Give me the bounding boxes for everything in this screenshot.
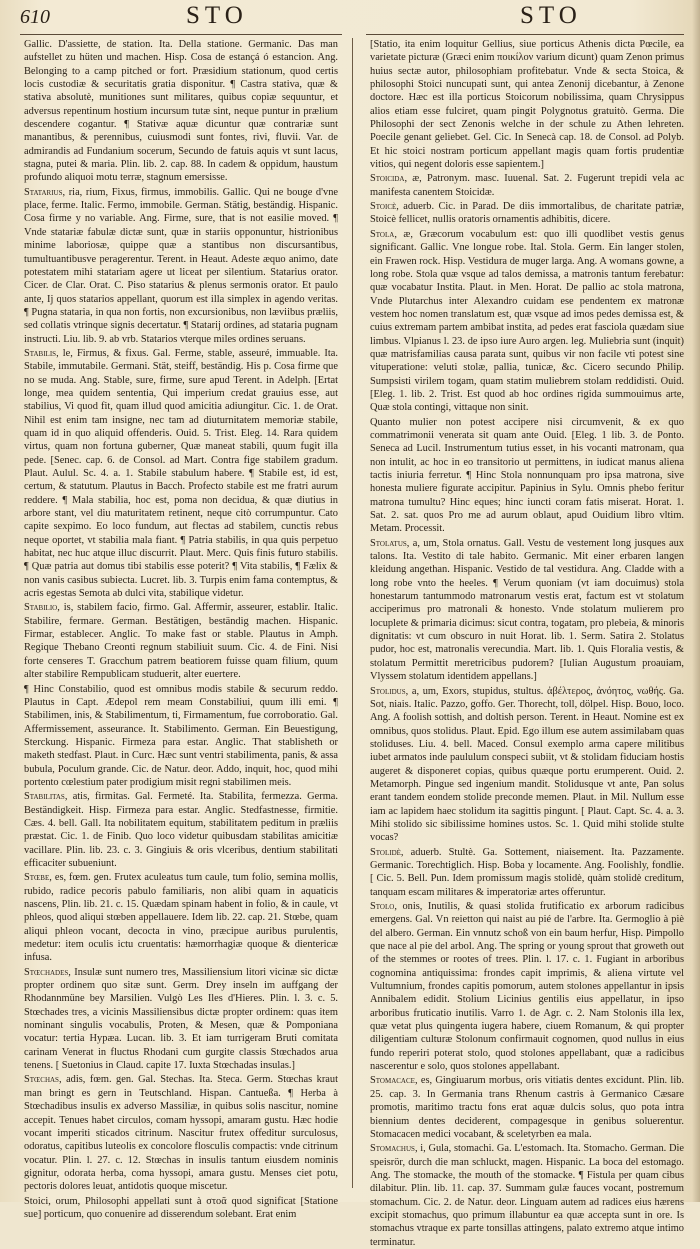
entry-text: onis, Inutilis, & quasi stolida frutificatio ex arborum radicibus emergens. Gal. Vn reietton qui naist au pié de l'arbre. Ita. Germoglio à piè del albero. German. Ein vnnutz schoß von ein baum herfur, Hisp. Pimpollo que nace al pie del arbol. Ang. The spring or young sprout that groweth out of the stemmes or rootes of trees. Plin. l. 17. c. 1. Fugiant in arboribus cognomina antiquissima: frondes capit imprimis, & aliena virtute vel Vultumnium, frondes capitis pomorum, autem stolones appellantur in ipsis Annibalem edidit. Stolium Licinius gentilis eius appellatur, in ipso arboribus fruticatio inutilis. Varro 1. de Agr. c. 2. Nam Stolonis illa lex, quæ vetat plus quingenta iugera habere, ciuem Romanum, & qui propter diligentiam culturæ Stolonum confirmauit cognomen, quod nullus in eius fundo reperiri poterat stolo, quod stolones appellabant, quæ a radicibus nascerentur e solo, quos stolones appellabant. [370,901,684,1073]
entry-headword: Stœchas [24,1074,59,1086]
entry-text: Quanto mulier non potest accipere nisi circumvenit, & ex quo commatrimonii venerata sit quam ante Ouid. [Eleg. 1 lib. 3. de Ponto. Seneca ad Lucil. Instrumentum tutius esset, in his vocanti matronam, qua non intulit, ac hoc in eo transitorio ut permittens, in iudicat manus aliena tactis iniuria ferretur. ¶ Hinc Stola nonnunquam pro ipsa matrona, sive honesta muliere figurate accipitur. Papinius in Sylu. Omnis phebo feritur matrona tumultu? Hinc eques; hinc iuncti coram fatis miserat. Horat. 1. Sat. 2. sat. quos Pro me ad aurum oblaut, apud Ouidium libro vltim. Metam. Processit. [370,416,684,535]
entry-text: es, Gingiuarum morbus, oris vitiatis dentes excidunt. Plin. lib. 25. cap. 3. In Germania trans Rhenum castris à Germanico Cæsare promotis, maritimo tractu fons erat aquæ dulcis solus, quo pota intra biennium dentes deciderent, compagesque in genibus soluerentur. Stomacacen medici vocabant, & sceletyrben ea mala. [370,1075,684,1140]
entry-headword: Stœbe [24,872,50,884]
entry-text: le, Firmus, & fixus. Gal. Ferme, stable, asseuré, immuable. Ita. Stabile, immutabile. Germani. Stät, steiff, beständig. His p. Cosa firme que no se muda. Ang. Stable, sure, firme, sure apud Terent. in Adelph. [Ertat longe, mea quidem sententia, Qui imperium credat grauius esse, aut stabilius, Vi quod fit, quam illud quod amicitia adiungitur. Cic. 1. de Orat. Nihil est enim tam insigne, nec tam ad diuturnitatem memoriæ stabile, quam id in quo aliquid offenderis. Ouid. 5. Trist. Eleg. 14. Rara quidem virtus, quam non fortuna guberner, Quæ maneat stabili, quum fugit illa pede. [Senec. cap. 6. de Consol. ad Mart. Contra fige stabilem gradum. Plaut. Aulul. Sc. 4. a. 1. Stabile stabulum habere. ¶ Stabile est, id est, certum, & statutum. Plautus in Bacch. Profecto stabile est me fratri aurum reddere. ¶ Mala stabilia, hoc est, poma non decidua, & quæ diutius in arbore stant, vel diu maturitatem retinent, neque citò corrumpuntur. Cato capite sexpimo. Eo loco fundum, aut flectas ad stabilem, cunctis rebus neque oportet, vt stabilia mala fiant. ¶ Patria stabilis, in qua quis perpetuo habitat, nec huc atque illuc discurrit. Plaut. Merc. Quis finis futuro stabilis. ¶ Quæ patria aut domus tibi stabilis esse poterit? ¶ Vita stabilis, ¶ Fælix & non vanis casibus subiecta. Lucret. lib. 3. Turpis enim fama contemptus, & acris egestas Semota ab dulci vita, stabilique videtur. [24,347,338,600]
entry-headword: Stolatus [370,537,407,549]
dictionary-entry [24,1195,338,1222]
right-column [370,38,685,1248]
dictionary-entry [370,38,684,171]
entry-headword: Stœchades [24,966,69,978]
entry-headword: Stabilitas [24,791,65,803]
dictionary-entry: Stoicè, aduerb. Cic. in Parad. De diis immortalibus, de charitate patriæ, Stoicè fellicet, nullis oratoris ornamentis adhibitis, dicere. [370,201,685,226]
entry-headword: Statarius [24,186,63,198]
dictionary-entry: Stoicida, æ, Patronym. masc. Iuuenal. Sat. 2. Fugerunt trepidi vela ac manifesta canentem Stoicidæ. [370,173,685,198]
dictionary-entry: Stabilitas, atis, firmitas. Gal. Fermeté. Ita. Stabilita, fermezza. Germa. Beständigkeit. Hisp. Firmeza para estar. Anglic. Stedfastnesse, firmitie. Cæs. 4. bell. Gall. Ita nobilitatem equitum, stabilitatem peditum in præliis præstat. Cic. 1. de Finib. Quo loco videtur quibusdam stabilitas amicitiæ vacillare. Plin. lib. 23. c. 3. Gingiuis & oris vlceribus, dentium stabilitati efficaciter subueniunt. [24,791,338,869]
entry-text: Insulæ sunt numero tres, Massiliensium litori vicinæ sic dictæ propter ordinem quo sitæ sunt. Germ. Drey inseln im auffgang der Rhodannmüne bey Marsilien. Vulgò Les Iles d'Hieres. Plin. l. 3. c. 5. Stœchades tres, a vicinis Massiliensibus dictæ propter ordinem: quas item nominant singulis vocabulis, Proten, & Mesen, quæ & Pomponiana vocatur: tertia Hypæa. Lucan. lib. 3. Et iam turrigeram Bruti comitata carinam Venerat in fluctus Rhodani cum gurgite classis Stœchados arua tenens. [ Suetonius in Claud. capite 17. Iuxta Stœchadas insulas.] [24,966,338,1072]
dictionary-entry: Stolidus, a, um, Exors, stupidus, stultus. ἀβέλτερος, ἀνόητος, νωθής. Ga. Sot, niais. Italic. Pazzo, goffo. Ger. Thorecht, toll, dölpel. Hisp. Bouo, loco. Ang. A foolish sottish, and doltish person. Terent. in Heaut. Nomine est ex omnibus, quos stolidus. Plaut. Epid. Ego illum ese autem assimilabam quas stoliduses. Liu. 4. bell. Maced. Consul exemplo arma capere militibus iubet armatos inde paululum conspeci subiit, vt & stolidam fiduciam hostis augeret & disponeret copias, quibus quæque portu erumperent. Ouid. 2. Metamorph. Pingue sed ingenium mandit. Stolidusque vt ante, Pan solus erant tandem eondem stolide preconde memen. Plaut. in Mil. Nullum esse iam ac lapidem haec stolidum ita sagittis pingunt. [ Plaut. Capt. Sc. 4. a. 3. Mihi stolido sic sibilissime homines ustos. Sc. 1. Quid mihi stolide stulte vocas? [370,685,684,844]
dictionary-entry: Stomacace, es, Gingiuarum morbus, oris vitiatis dentes excidunt. Plin. lib. 25. cap. 3. In Germania trans Rhenum castris à Germanico Cæsare promotis, maritimo tractu fons erat aquæ dulcis solus, quo pota intra biennium dentes deciderent, compagesque in genibus soluerentur. Stomacacen medici vocabant, & sceletyrben ea mala. [370,1075,684,1140]
dictionary-entry: Statarius, ria, rium, Fixus, firmus, immobilis. Gallic. Qui ne bouge d'vne place, ferme. Italic. Fermo, immobile. German. Stätig, beständig. Hispanic. Cosa firme y no variable. Ang. Firme, sure, that is not easilie moved. ¶ Vnde statariæ fabulæ dictæ sunt, quæ in stariis opponuntur, histrionibus minime laboriosæ, quippe quæ a stantibus non discursantibus, tumultuantibusve peragerentur. Terent. in Heaut. Adeste æquo animo, date potestatem mihi statariam agere ut liceat per silentium. Statarius orator. Cicer. de Clar. Orat. C. Piso statarius & plenus sermonis orator. Et paulo ante, Ij quos statarios appellant, quorum est illa simplex in agendo veritas. ¶ Pugna stataria, in qua non fortis, non excursionibus, non læviibus præliis, sed collatis vtrinque signis decertatur. ¶ Statarij ordines, ad stataria pugnam instructi. Liu. lib. 9. ab vrb. Statarios vterque miles ordines seruans. [24,186,338,345]
header-rule-left [20,34,342,35]
page-edge-shadow [692,0,700,1202]
entry-text: æ, Patronym. masc. Iuuenal. Sat. 2. Fugerunt trepidi vela ac manifesta canentem Stoicidæ. [370,173,685,198]
entry-text: adis, fœm. gen. Gal. Stechas. Ita. Steca. Germ. Stœchas kraut man bringt es gern in Teutschland. Hispan. Cantueßa. ¶ Herba à Stœchadibus insulis ex adverso Massiliæ, in quibus solis nascitur, nomine accepit. Tenues habet circulos, comam hyssopi, amaram gustu. Hæc hodie vocant imperiti sticados citrinum. Nascitur frutex offeditur surculosus, odoratus, capitibus luteolis ex concolore flosculis compactis: vnde citrinum vocatur. Plin. l. 27. c. 12. Stœchas in insulis tantum eiusdem nominis gignitur, odorata herba, coma hyssopi, amara gustu. Menses ciet potu, pectoris dolores leuat, antidotis quoque miscetur. [24,1074,338,1193]
entry-headword: Stabilio [24,602,58,614]
entry-text: Gallic. D'assiette, de station. Ita. Della statione. Germanic. Das man aufstellet zu hüten und machen. Hisp. Cosa de estançá ó estancion. Ang. Belonging to a camp pitched or fort. Præsidium stationum, quod certis locis custodiæ & securitatis gratia disponitur. ¶ Castra stativa, quæ & stativa absolutè, munitiones sunt militares, quibus copiæ sequuntur, et adversus repentinum hostium incursum tutæ sint, neque puntur in prælium descendere cogantur. ¶ Stativæ aquæ dicuntur quæ contrariæ sunt manantibus, & perennibus, cuiusmodi sunt fontes, rivi, fluvii. Var. de admirandis ad Fundanium socerum, Secundo de fatuis aquis vt sunt lacus, stagna, putei & maria. Plin. lib. 2. cap. 88. In cadem & oppidum, haustum profundo aliquoi motu terræ, stagnum emersisse. [24,39,338,184]
entry-headword: Stoicè [370,201,397,213]
dictionary-entry: Stœchas, adis, fœm. gen. Gal. Stechas. Ita. Steca. Germ. Stœchas kraut man bringt es gern in Teutschland. Hispan. Cantueßa. ¶ Herba à Stœchadibus insulis ex adverso Massiliæ, in quibus solis nascitur, nomine accepit. Tenues habet circulos, comam hyssopi, amaram gustu. Hæc hodie vocant imperiti sticados citrinum. Nascitur frutex offeditur surculosus, odoratus, capitibus luteolis ex concolore flosculis compactis: vnde citrinum vocatur. Plin. l. 27. c. 12. Stœchas in insulis tantum eiusdem nominis gignitur, odorata herba, coma hyssopi, amara gustu. Menses ciet potu, pectoris dolores leuat, antidotis quoque miscetur. [24,1074,338,1193]
entry-text: [Statio, ita enim loquitur Gellius, siue porticus Athenis dicta Pœcile, ea varietate picturæ (Græci enim ποικίλον varium dicunt) quam Zenon primus huius sectæ autor, philosophiam profitebatur. Vnde & secta Stoica, & philosophi Stoici nuncupati sunt, qui antea Zenonij dicebantur, à Zenone doctore. Hæc est illa porticus Stoicorum nobilissima, quam Chrysippus alios etiam esse fulciret, quam pingit Polygnotus gratuitò. Germa. Die Philosophi der sect Zenonis welche in der schule zu Athen lehreten. Poecile genant geliebet. Gel. Cic. In Senecà cap. 18. de Consol. ad Polyb. Et hic stoici nostram porticum appellant magis quam fortis prudentiæ vitios, qui negent doloris esse sapientem.] [370,39,684,171]
entry-text: aduerb. Cic. in Parad. De diis immortalibus, de charitate patriæ, Stoicè fellicet, nullis oratoris ornamentis adhibitis, dicere. [370,201,685,226]
entry-headword: Stolidus [370,685,406,697]
dictionary-entry: Stabilio, is, stabilem facio, firmo. Gal. Affermir, asseurer, establir. Italic. Stabilire, fermare. German. Bestätigen, beständig machen. Hispanic. Firmar, establecer. Anglic. To make fast or stable. Plautus in Amph. Regique Thebano Creonti regnum stabiliuit suum. Cic. 4. de Fini. Nisi forte censeres T. Gracchum patrem beatiorem fuisse quam filium, quum alter stabilire Rempublicam studuerit, alter euertere. [24,602,338,681]
entry-text: a, um, Stola ornatus. Gall. Vestu de vestement long jusques aux talons. Ita. Vestito di tale habito. Germanic. Mit einer erbaren langen kleidung angethan. Hispanic. Vestido de tal vestidura. Ang. Cladde with a long robe vnto the heeles. ¶ Verum quoniam (vt iam docuimus) stola honestarum tantummodo matronarum vestis erat, factum est vt stolatum acciperimus pro matronali & honesto. Vnde stolatum mulierem pro locuplete & primaria dicimus: sicut contra, togatam, pro plebeia, & minoris dignitatis: vt cum obscuro in nuit Horat. lib. 1. Serm. Satira 2. Stolatus pudor, hoc est, matronalis verecundia. Mart. lib. 1. Quis Floralia vestis, & stolatum Permittit meretricibus pudorem? [Iulian Augustum proauiam, Vlyssem stolatum identidem appellans.] [370,537,684,683]
entry-text: i, Gula, stomachi. Ga. L'estomach. Ita. Stomacho. German. Die speisrör, durch die man schluckt, magen. Hispanic. La boca del estomago. Ang. The stomacke, the mouth of the stomacke. ¶ Fistula per quam cibus dilabitur. Plin. lib. 11. cap. 37. Summam gulæ fauces vocant, postremum stomachum. Cic. 2. de Natur. deor. Linguam autem ad radices eius hærens excipit stomachus, quo primum illabuntur ea quæ accepta sunt in ore. Is stomachus vtraque ex parte tonsillas attingens, palato extremo atque intimo terminatur. [370,1143,684,1248]
dictionary-entry: Stolatus, a, um, Stola ornatus. Gall. Vestu de vestement long jusques aux talons. Ita. Vestito di tale habito. Germanic. Mit einer erbaren langen kleidung angethan. Hispanic. Vestido de tal vestidura. Ang. Cladde with a long robe vnto the heeles. ¶ Verum quoniam (vt iam docuimus) stola honestarum tantummodo matronarum vestis erat, factum est vt stolatum acciperimus pro matronali & honesto. Vnde stolatum mulierem pro locuplete & primaria dicimus: sicut contra, togatam, pro plebeia, & minoris dignitatis: vt cum obscuro in nuit Horat. lib. 1. Serm. Satira 2. Stolatus pudor, hoc est, matronalis verecundia. Mart. lib. 1. Quis Floralia vestis, & stolatum Permittit meretricibus pudorem? [Iulian Augustum proauiam, Vlyssem stolatum identidem appellans.] [370,537,684,683]
entry-text: æ, Græcorum vocabulum est: quo illi quodlibet vestis genus significant. Gallic. Vne longue robe. Ital. Stola. Germ. Ein langer stolen, ein Frawen rock. Hisp. Vestidura de muger larga. Ang. A womans gowne, a long robe. Stola quæ vsque ad talos demissa, a matronis tantum ferebatur: quæ vocabatur Instita. Plaut. in Men. Horat. De pallio ac stola matrona, Vnde Plutarchus inter Alexandro cuidam ese pendentem ex matronæ vestem hoc nomen translatum est, quæ vsque ad imos pedes demissa est, & cuius extremam partem ambibat instita, ad pedes erat fasciola quædam siue limbus. Vlpianus l. 23. de ipso iure Auro argen. leg. Muliebria sunt (inquit) quæ matrisfamilias causa parata sunt, quibus vir non facile vti potest sine vituperatione: veluti stolæ, pallia, tunicæ, &c. Cicero secundo Philip. Sumpsisti virilem togam, quam statim muliebrem stolam reddidisti. Ouid. [Eleg. 1. lib. 2. Trist. Est quod ab hoc ordines rigida summouimus arte, Quæ stola contingi, vittaque non sinit. [370,228,685,414]
dictionary-entry [370,416,684,536]
dictionary-entry [24,38,338,185]
dictionary-entry: Stolo, onis, Inutilis, & quasi stolida frutificatio ex arborum radicibus emergens. Gal. Vn reietton qui naist au pié de l'arbre. Ita. Germoglio à piè del albero. German. Ein vnnutz schoß von ein baum herfur, Hisp. Pimpollo que nace al pie del arbol. Ang. The spring or young sprout that groweth out of the stemmes or rootes of trees. Plin. l. 17. c. 1. Fugiant in arboribus cognomina antiquissima: frondes capit imprimis, & aliena virtute vel Vultumnium, frondes capitis pomorum, autem stolones appellantur in ipsis Annibalem edidit. Stolium Licinius gentilis eius appellatur, in ipso arboribus fruticatio inutilis. Varro 1. de Agr. c. 2. Nam Stolonis illa lex, quæ vetat plus quingenta iugera habere, ciuem Romanum, & qui propter diligentiam culturæ Stolonum confirmauit cognomen, quod nullus in eius fundo reperiri poterat stolo, quod stolones appellabant, quæ a radicibus nascerentur e solo, quos stolones appellabant. [370,901,684,1073]
entry-headword: Stomachus [370,1143,415,1155]
running-head-right: STO [520,2,582,29]
dictionary-entry: Stolidè, aduerb. Stultè. Ga. Sottement, niaisement. Ita. Pazzamente. Germanic. Torechtiglich. Hisp. Boba y locamente. Ang. Foolishly, fondlie. [ Cic. 5. Bell. Pun. Idem promissum magis stolidè, quàm stolidè creditum, tanquam escam militares & imperatoriæ artes offeruntur. [370,846,684,898]
entry-headword: Stolo [370,901,395,912]
dictionary-entry [24,683,338,790]
dictionary-entry: Stola, æ, Græcorum vocabulum est: quo illi quodlibet vestis genus significant. Gallic. Vne longue robe. Ital. Stola. Germ. Ein langer stolen, ein Frawen rock. Hisp. Vestidura de muger larga. Ang. A womans gowne, a long robe. Stola quæ vsque ad talos demissa, a matronis tantum ferebatur: quæ vocabatur Instita. Plaut. in Men. Horat. De pallio ac stola matrona, Vnde Plutarchus inter Alexandro cuidam ese pendentem ex matronæ vestem hoc nomen translatum est, quæ vsque ad imos pedes demissa est, & cuius extremam partem ambibat instita, ad pedes erat fasciola quædam siue limbus. Vlpianus l. 23. de ipso iure Auro argen. leg. Muliebria sunt (inquit) quæ matrisfamilias causa parata sunt, quibus vir non facile vti potest sine vituperatione: veluti stolæ, pallia, tunicæ, &c. Cicero secundo Philip. Sumpsisti virilem togam, quam statim muliebrem stolam reddidisti. Ouid. [Eleg. 1. lib. 2. Trist. Est quod ab hoc ordines rigida summouimus arte, Quæ stola contingi, vittaque non sinit. [370,228,685,414]
running-head-left: STO [186,2,248,29]
page-number: 610 [20,6,50,28]
entry-text: a, um, Exors, stupidus, stultus. ἀβέλτερος, ἀνόητος, νωθής. Ga. Sot, niais. Italic. Pazzo, goffo. Ger. Thorecht, toll, dölpel. Hisp. Bouo, loco. Ang. A foolish sottish, and doltish person. Terent. in Heaut. Nomine est ex omnibus, quos stolidus. Plaut. Epid. Ego illum ese autem assimilabam quas stoliduses. Liu. 4. bell. Maced. Consul exemplo arma capere militibus iubet armatos inde paululum conspeci subiit, vt & stolidam fiduciam hostis augeret & disponeret copias, quibus quæque portu erumperent. Ouid. 2. Metamorph. Pingue sed ingenium mandit. Stolidusque vt ante, Pan solus erant tandem eondem stolide preconde memen. Plaut. in Mil. Nullum esse iam ac lapidem haec stolidum ita sagittis pingunt. [ Plaut. Capt. Sc. 4. a. 3. Mihi stolido sic sibilissime homines ustos. Sc. 1. Quid mihi stolide stulte vocas? [370,685,684,844]
header-rule-right [366,34,684,35]
page-header [0,0,700,34]
entry-text: aduerb. Stultè. Ga. Sottement, niaisement. Ita. Pazzamente. Germanic. Torechtiglich. Hisp. Boba y locamente. Ang. Foolishly, fondlie. [ Cic. 5. Bell. Pun. Idem promissum magis stolidè, quàm stolidè creditum, tanquam escam militares & imperatoriæ artes offeruntur. [370,846,684,898]
entry-text: es, fœm. gen. Frutex aculeatus tum caule, tum folio, semina mollis, rubido, radice pecoris pabulo familiaris, non alibi quam in aquaticis nascens, Plin. lib. 21. c. 15. Quædam spinam habent in folio, & in caule, vt phleos, quod aliqui stœben appellauere. Idem lib. 22. cap. 21. Stœbe, quam aliqui phleon vocant, decocta in vino, præcipue auribus purulentis, medetur: item oculis ictu cruentatis: hæmorrhagiæ quoque & dientericæ infusa. [24,872,338,964]
entry-headword: Stomacace [370,1075,415,1087]
dictionary-entry: Stœchades, Insulæ sunt numero tres, Massiliensium litori vicinæ sic dictæ propter ordinem quo sitæ sunt. Germ. Drey inseln im auffgang der Rhodannmüne bey Marsilien. Vulgò Les Iles d'Hieres. Plin. l. 3. c. 5. Stœchades tres, a vicinis Massiliensibus dictæ propter ordinem: quas item nominant singulis vocabulis, Proten, & Mesen, quæ & Pomponiana vocatur: tertia Hypæa. Lucan. lib. 3. Et iam turrigeram Bruti comitata carinam Venerat in fluctus Rhodani cum gurgite classis Stœchados arua tenens. [ Suetonius in Claud. capite 17. Iuxta Stœchadas insulas.] [24,966,338,1072]
entry-text: atis, firmitas. Gal. Fermeté. Ita. Stabilita, fermezza. Germa. Beständigkeit. Hisp. Firmeza para estar. Anglic. Stedfastnesse, firmitie. Cæs. 4. bell. Gall. Ita nobilitatem equitum, stabilitatem peditum in præliis præstat. Cic. 1. de Finib. Quo loco videtur quibusdam stabilitas amicitiæ vacillare. Plin. lib. 23. c. 3. Gingiuis & oris vlceribus, dentium stabilitati efficaciter subueniunt. [24,791,338,869]
dictionary-entry: Stœbe, es, fœm. gen. Frutex aculeatus tum caule, tum folio, semina mollis, rubido, radice pecoris pabulo familiaris, non alibi quam in aquaticis nascens, Plin. lib. 21. c. 15. Quædam spinam habent in folio, & in caule, vt phleos, quod aliqui stœben appellauere. Idem lib. 22. cap. 21. Stœbe, quam aliqui phleon vocant, decocta in vino, præcipue auribus purulentis, medetur: item oculis ictu cruentatis: hæmorrhagiæ quoque & dientericæ infusa. [24,872,338,964]
entry-headword: Stola [370,228,395,240]
entry-text: is, stabilem facio, firmo. Gal. Affermir, asseurer, establir. Italic. Stabilire, fermare. German. Bestätigen, beständig machen. Hispanic. Firmar, establecer. Anglic. To make fast or stable. Plautus in Amph. Regique Thebano Creonti regnum stabiliuit suum. Cic. 4. de Fini. Nisi forte censeres T. Gracchum patrem beatiorem fuisse quam filium, quum alter stabilire Rempublicam studuerit, alter euertere. [24,602,338,681]
entry-headword: Stabilis [24,347,57,359]
left-column [24,38,338,1220]
dictionary-entry: Stabilis, le, Firmus, & fixus. Gal. Ferme, stable, asseuré, immuable. Ita. Stabile, immutabile. Germani. Stät, steiff, beständig. His p. Cosa firme que no se muda. Ang. Stable, sure, firme, sure apud Terent. in Adelph. [Ertat longe, mea quidem sententia, Qui imperium credat grauius esse, aut stabilius, Vi quod fit, quam illud quod amicitia adiungitur. Cic. 1. de Orat. Nihil est enim tam insigne, nec tam ad diuturnitatem memoriæ stabile, quam id in quo aliquid offenderis. Ouid. 5. Trist. Eleg. 14. Rara quidem virtus, quam non fortuna guberner, Quæ maneat stabili, quum fugit illa pede. [Senec. cap. 6. de Consol. ad Mart. Contra fige stabilem gradum. Plaut. Aulul. Sc. 4. a. 1. Stabile stabulum habere. ¶ Stabile est, id est, certum, & statutum. Plautus in Bacch. Profecto stabile est me fratri aurum reddere. ¶ Mala stabilia, hoc est, poma non decidua, & quæ diutius in arbore stant, vel diu maturitatem retinent, neque citò corrumpuntur. Cato capite sexpimo. Eo loco fundum, aut flectas ad stabilem, cunctis rebus neque oportet, vt stabilia mala fiant. ¶ Patria stabilis, in qua quis perpetuo habitat, nec huc atque illuc discurrit. Plaut. Merc. Quis finis futuro stabilis. ¶ Quæ patria aut domus tibi stabilis esse poterit? ¶ Vita stabilis, ¶ Fælix & non vanis casibus subiecta. Lucret. lib. 3. Turpis enim fama contemptus, & acris egestas Semota ab dulci vita, stabilique videtur. [24,347,338,600]
entry-headword: Stolidè [370,846,401,858]
entry-text: ria, rium, Fixus, firmus, immobilis. Gallic. Qui ne bouge d'vne place, ferme. Italic. Fermo, immobile. German. Stätig, beständig. Hispanic. Cosa firme y no variable. Ang. Firme, sure, that is not easilie moved. ¶ Vnde statariæ fabulæ dictæ sunt, quæ in stariis opponuntur, histrionibus minime laboriosæ, quippe quæ a stantibus non discursantibus, tumultuantibusve peragerentur. Terent. in Heaut. Adeste æquo animo, date potestatem mihi statariam agere ut liceat per silentium. Statarius orator. Cicer. de Clar. Orat. C. Piso statarius & plenus sermonis orator. Et paulo ante, Ij quos statarios appellant, quorum est illa simplex in agendo veritas. ¶ Pugna stataria, in qua non fortis, non excursionibus, non læviibus præliis, sed collatis vtrinque signis decertatur. ¶ Statarij ordines, ad stataria pugnam instructi. Liu. lib. 9. ab vrb. Statarios vterque miles ordines seruans. [24,186,338,345]
dictionary-entry: Stomachus, i, Gula, stomachi. Ga. L'estomach. Ita. Stomacho. German. Die speisrör, durch die man schluckt, magen. Hispanic. La boca del estomago. Ang. The stomacke, the mouth of the stomacke. ¶ Fistula per quam cibus dilabitur. Plin. lib. 11. cap. 37. Summam gulæ fauces vocant, postremum stomachum. Cic. 2. de Natur. deor. Linguam autem ad radices eius hærens excipit stomachus, quo primum illabuntur ea quæ accepta sunt in ore. Is stomachus vtraque ex parte tonsillas attingens, palato extremo atque intimo terminatur. [370,1143,684,1248]
column-divider [352,38,353,1188]
entry-text: Stoici, orum, Philosophi appellati sunt à στοᾶ quod significat [Statione sue] porticum, quo conuenire ad disserendum solebant. Erat enim [24,1195,338,1220]
entry-text: ¶ Hinc Constabilio, quod est omnibus modis stabile & securum reddo. Plautus in Capt. Ædepol rem meam Constabiliui, quum illi emi. ¶ Stabilimen, inis, & Stabilimentum, ti, Firmamentum, fue corroboratio. Gal. Affermissement, asseurance. It. Stabilimento. German. Ein Beuestigung, Sterckung. Hispanic. Firmeza para estar. Anglic. That stablisheth or maketh stedfast. Plaut. in Curc. Hæc sunt ventri stabilimenta, panis, & assa bubula, Poculum grande. Cic. de Natur. deor. Addo, inquit, hoc, quod mihi portento cœlestium pater prodigium misit regni stabilimen meis. [24,683,338,788]
entry-headword: Stoicida [370,173,405,185]
